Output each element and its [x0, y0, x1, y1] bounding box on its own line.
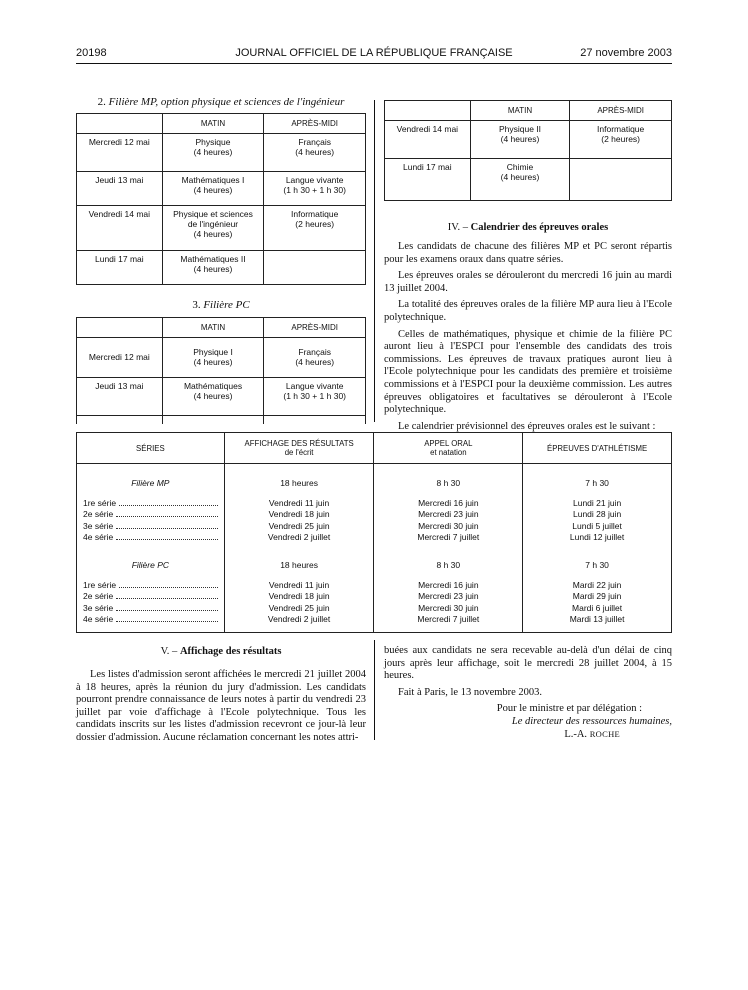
- date-value: Mercredi 7 juillet: [417, 532, 480, 543]
- subject: Français: [298, 347, 331, 358]
- date-value: Mercredi 16 juin: [418, 579, 479, 590]
- spacer: [525, 490, 669, 498]
- subject: Langue vivante: [285, 175, 344, 186]
- paragraph-continued: buées aux candidats ne sera recevable au-delà d'un délai de cinq jours après leur affichage, soit le mercredi 28 juillet 2004, à 15 heures.: [384, 645, 672, 682]
- serie-row: [83, 521, 218, 533]
- appel-cell: [374, 544, 523, 632]
- affichage-cell: [224, 544, 374, 632]
- time-label: 7 h 30: [585, 559, 609, 570]
- serie-row: [83, 509, 218, 521]
- section5-title: [76, 646, 366, 657]
- table-row: [77, 206, 366, 251]
- spacer: [83, 572, 218, 580]
- section5-title-text: Affichage des résultats: [179, 646, 282, 657]
- date-value: Mercredi 16 juin: [418, 497, 479, 508]
- series-cell: [77, 544, 225, 632]
- time-label: 18 heures: [280, 559, 318, 570]
- serie-row: [83, 614, 218, 626]
- signature-block: [384, 703, 672, 742]
- duration: (2 heures): [601, 133, 641, 144]
- section3-caption-num: 3.: [192, 299, 201, 311]
- leader-dots: [116, 532, 217, 540]
- leader-dots: [116, 591, 217, 599]
- leader-dots: [116, 614, 217, 622]
- date-value: Vendredi 25 juin: [268, 520, 330, 531]
- pour-le-ministre: Pour le ministre et par délégation :: [496, 703, 642, 714]
- athletisme-cell: [523, 544, 672, 632]
- day-cell: Vendredi 14 mai: [77, 206, 163, 251]
- time-label: 8 h 30: [436, 478, 461, 488]
- section3-caption: [76, 299, 366, 311]
- section3-caption-text: Filière PC: [203, 299, 250, 311]
- section2-caption-text: Filière MP, option physique et sciences de l'ingénieur: [108, 96, 345, 108]
- serie-label: 4e série: [83, 614, 114, 625]
- continuation-cell: [77, 416, 163, 424]
- table-row: [77, 134, 366, 172]
- section5-title-num: V. –: [160, 646, 178, 657]
- day-cell: Jeudi 13 mai: [77, 378, 163, 416]
- header-affichage: [224, 433, 374, 464]
- apres-cell: [264, 134, 366, 172]
- table-row: [77, 544, 672, 632]
- date-value: Mardi 6 juillet: [572, 602, 623, 613]
- date-value: Lundi 21 juin: [572, 497, 622, 508]
- table-row: [77, 338, 366, 378]
- leader-dots: [116, 521, 217, 529]
- section3-table: [76, 317, 366, 424]
- duration: (4 heures): [193, 263, 233, 274]
- duration: (4 heures): [193, 228, 233, 239]
- day-cell: Mercredi 12 mai: [77, 338, 163, 378]
- subject: Mathématiques: [183, 381, 243, 392]
- duration: (2 heures): [295, 218, 335, 229]
- page-number: 20198: [76, 47, 107, 59]
- column-divider-top: [374, 100, 375, 422]
- header-athletisme: ÉPREUVES D'ATHLÉTISME: [523, 433, 672, 464]
- date-value: Mercredi 30 juin: [418, 520, 479, 531]
- apres-cell: [570, 159, 672, 201]
- fait-a-paris: Fait à Paris, le 13 novembre 2003.: [398, 686, 543, 698]
- signatory-initials: L.-A.: [564, 729, 588, 741]
- journal-title: JOURNAL OFFICIEL DE LA RÉPUBLIQUE FRANÇAISE: [235, 47, 513, 59]
- oral-calendar-table: [76, 432, 672, 633]
- signatory-role-text: Le directeur des ressources humaines,: [511, 715, 672, 727]
- section2-caption-num: 2.: [97, 96, 106, 108]
- serie-row: [83, 498, 218, 510]
- table-row: [77, 251, 366, 285]
- matin-cell: [162, 172, 264, 206]
- table-continuation-row: [77, 416, 366, 424]
- athletisme-cell: [523, 464, 672, 544]
- header-series: SÉRIES: [77, 433, 225, 464]
- header-affichage-title: AFFICHAGE DES RÉSULTATS: [244, 439, 354, 448]
- serie-row: [83, 591, 218, 603]
- section4-title: [384, 222, 672, 233]
- header-apres-midi: APRÈS-MIDI: [264, 318, 366, 338]
- duration: (4 heures): [500, 133, 540, 144]
- paragraph: Les candidats de chacune des filières MP et PC seront répartis pour les examens oraux dans quatre séries.: [384, 241, 672, 265]
- header-rule: [76, 63, 672, 64]
- table-row: [77, 378, 366, 416]
- day-cell: Vendredi 14 mai: [385, 121, 471, 159]
- apres-cell: [570, 121, 672, 159]
- date-value: Mardi 29 juin: [572, 591, 622, 602]
- subject: Français: [298, 137, 331, 148]
- apres-cell: [264, 378, 366, 416]
- duration: (4 heures): [295, 357, 335, 368]
- subject-line2: de l'ingénieur: [187, 218, 239, 229]
- signatory-role: [384, 716, 672, 729]
- header-empty: [77, 114, 163, 134]
- serie-row: [83, 603, 218, 615]
- spacer: [376, 490, 520, 498]
- header-matin: MATIN: [162, 318, 264, 338]
- date-value: Vendredi 2 juillet: [267, 614, 331, 625]
- section4-title-num: IV. –: [447, 222, 469, 233]
- date-value: Lundi 28 juin: [572, 509, 622, 520]
- date-value: Vendredi 2 juillet: [267, 532, 331, 543]
- table-row: [385, 121, 672, 159]
- apres-cell: [264, 206, 366, 251]
- matin-cell: [162, 134, 264, 172]
- header-affichage-sub: de l'écrit: [284, 448, 314, 457]
- subject: Mathématiques I: [181, 175, 245, 186]
- signatory-surname: ROCHE: [589, 729, 620, 740]
- date-value: Mercredi 23 juin: [418, 591, 479, 602]
- duration: (4 heures): [193, 184, 233, 195]
- issue-date: 27 novembre 2003: [580, 47, 672, 59]
- serie-label: 4e série: [83, 532, 114, 543]
- date-value: Mercredi 23 juin: [418, 509, 479, 520]
- spacer: [227, 490, 372, 498]
- subject: Langue vivante: [285, 381, 344, 392]
- subject: Chimie: [506, 162, 534, 173]
- subject: Physique: [195, 137, 231, 148]
- duration: (1 h 30 + 1 h 30): [283, 184, 346, 195]
- header-appel-sub: et natation: [430, 448, 467, 457]
- series-cell: [77, 464, 225, 544]
- duration: (4 heures): [193, 146, 233, 157]
- column-divider-bottom: [374, 640, 375, 740]
- section5-body-right: [384, 645, 672, 703]
- table-header-row: [77, 114, 366, 134]
- continuation-cell: [162, 416, 264, 424]
- date-value: Lundi 5 juillet: [572, 520, 622, 531]
- day-cell: Mercredi 12 mai: [77, 134, 163, 172]
- spacer: [525, 572, 669, 580]
- table-header-row: [77, 318, 366, 338]
- duration: (4 heures): [193, 357, 233, 368]
- date-value: Vendredi 18 juin: [268, 591, 330, 602]
- header-empty: [385, 101, 471, 121]
- serie-label: 2e série: [83, 591, 114, 602]
- date-value: Mardi 22 juin: [572, 579, 622, 590]
- serie-label: 2e série: [83, 509, 114, 520]
- date-value: Vendredi 11 juin: [268, 497, 330, 508]
- date-value: Lundi 12 juillet: [569, 532, 625, 543]
- table-row: [77, 172, 366, 206]
- appel-cell: [374, 464, 523, 544]
- paragraph: Celles de mathématiques, physique et chimie de la filière PC auront lieu à l'ESPCI pour l'ensemble des candidats des trois commissions. Les épreuves de travaux pratiques auront lieu à l'Ecole polytechnique pour les candidats des première et troisième commissions et à l'ESPCI pour la deuxième commission. Les autres épreuves obligatoires et facultatives se dérouleront à l'Ecole polytechnique.: [384, 328, 672, 416]
- date-value: Mercredi 30 juin: [418, 602, 479, 613]
- table-header-row: [77, 433, 672, 464]
- time-label: 18 heures: [280, 478, 318, 488]
- serie-label: 3e série: [83, 520, 114, 531]
- duration: (4 heures): [500, 171, 540, 182]
- serie-row: [83, 580, 218, 592]
- date-value: Vendredi 18 juin: [268, 509, 330, 520]
- date-value: Mardi 13 juillet: [569, 614, 625, 625]
- subject: Informatique: [597, 124, 645, 135]
- spacer: [376, 572, 520, 580]
- serie-label: 1re série: [83, 579, 117, 590]
- matin-cell: [162, 378, 264, 416]
- duration: (4 heures): [295, 146, 335, 157]
- header-empty: [77, 318, 163, 338]
- time-label: 8 h 30: [436, 559, 461, 570]
- day-cell: Lundi 17 mai: [77, 251, 163, 285]
- table-header-row: [385, 101, 672, 121]
- section3-table-continued: [384, 100, 672, 201]
- day-cell: Jeudi 13 mai: [77, 172, 163, 206]
- time-label: 7 h 30: [585, 478, 609, 488]
- section2-caption: [76, 96, 366, 108]
- header-apres-midi: APRÈS-MIDI: [570, 101, 672, 121]
- header-matin: MATIN: [162, 114, 264, 134]
- subject: Mathématiques II: [180, 254, 246, 265]
- subject: Informatique: [291, 209, 339, 220]
- section4-title-text: Calendrier des épreuves orales: [470, 222, 609, 233]
- paragraph: La totalité des épreuves orales de la filière MP aura lieu à l'Ecole polytechnique.: [384, 299, 672, 323]
- filiere-label: Filière MP: [131, 478, 170, 488]
- date-value: Vendredi 25 juin: [268, 602, 330, 613]
- section4-body: [384, 241, 672, 437]
- header-apres-midi: APRÈS-MIDI: [264, 114, 366, 134]
- leader-dots: [116, 603, 217, 611]
- serie-row: [83, 532, 218, 544]
- section2-table: [76, 113, 366, 285]
- spacer: [83, 490, 218, 498]
- subject: Physique I: [193, 347, 233, 358]
- matin-cell: [162, 338, 264, 378]
- header-matin: MATIN: [470, 101, 570, 121]
- header-appel-title: APPEL ORAL: [424, 439, 473, 448]
- date-value: Mercredi 7 juillet: [417, 614, 480, 625]
- filiere-label: Filière PC: [131, 559, 170, 570]
- leader-dots: [119, 580, 218, 588]
- subject: Physique II: [498, 124, 542, 135]
- matin-cell: [470, 159, 570, 201]
- header-appel: [374, 433, 523, 464]
- apres-cell: [264, 251, 366, 285]
- matin-cell: [162, 206, 264, 251]
- duration: (1 h 30 + 1 h 30): [283, 390, 347, 401]
- duration: (4 heures): [193, 390, 233, 401]
- matin-cell: [470, 121, 570, 159]
- continuation-cell: [264, 416, 366, 424]
- subject: Physique et sciences: [173, 209, 253, 220]
- date-value: Vendredi 11 juin: [268, 579, 330, 590]
- paragraph: Les listes d'admission seront affichées le mercredi 21 juillet 2004 à 18 heures, après la réunion du jury d'admission. Les candidats pourront prendre connaissance de leurs notes à partir du vendredi 23 juillet par voie d'affichage à l'Ecole polytechnique. Tous les candidats inscrits sur les listes d'admission recevront ce jour-là leur dossier d'admission. Aucune réclamation concernant les notes attri-: [76, 669, 366, 743]
- apres-cell: [264, 172, 366, 206]
- affichage-cell: [224, 464, 374, 544]
- table-row: [385, 159, 672, 201]
- day-cell: Lundi 17 mai: [385, 159, 471, 201]
- table-row: [77, 464, 672, 544]
- serie-label: 1re série: [83, 497, 117, 508]
- apres-cell: [264, 338, 366, 378]
- leader-dots: [116, 509, 217, 517]
- paragraph: Les épreuves orales se dérouleront du mercredi 16 juin au mardi 13 juillet 2004.: [384, 270, 672, 294]
- spacer: [227, 572, 372, 580]
- matin-cell: [162, 251, 264, 285]
- leader-dots: [119, 498, 218, 506]
- serie-label: 3e série: [83, 602, 114, 613]
- paragraph: Le calendrier prévisionnel des épreuves orales est le suivant :: [398, 420, 656, 432]
- section5-body-left: [76, 669, 366, 749]
- signatory-name: [384, 728, 672, 742]
